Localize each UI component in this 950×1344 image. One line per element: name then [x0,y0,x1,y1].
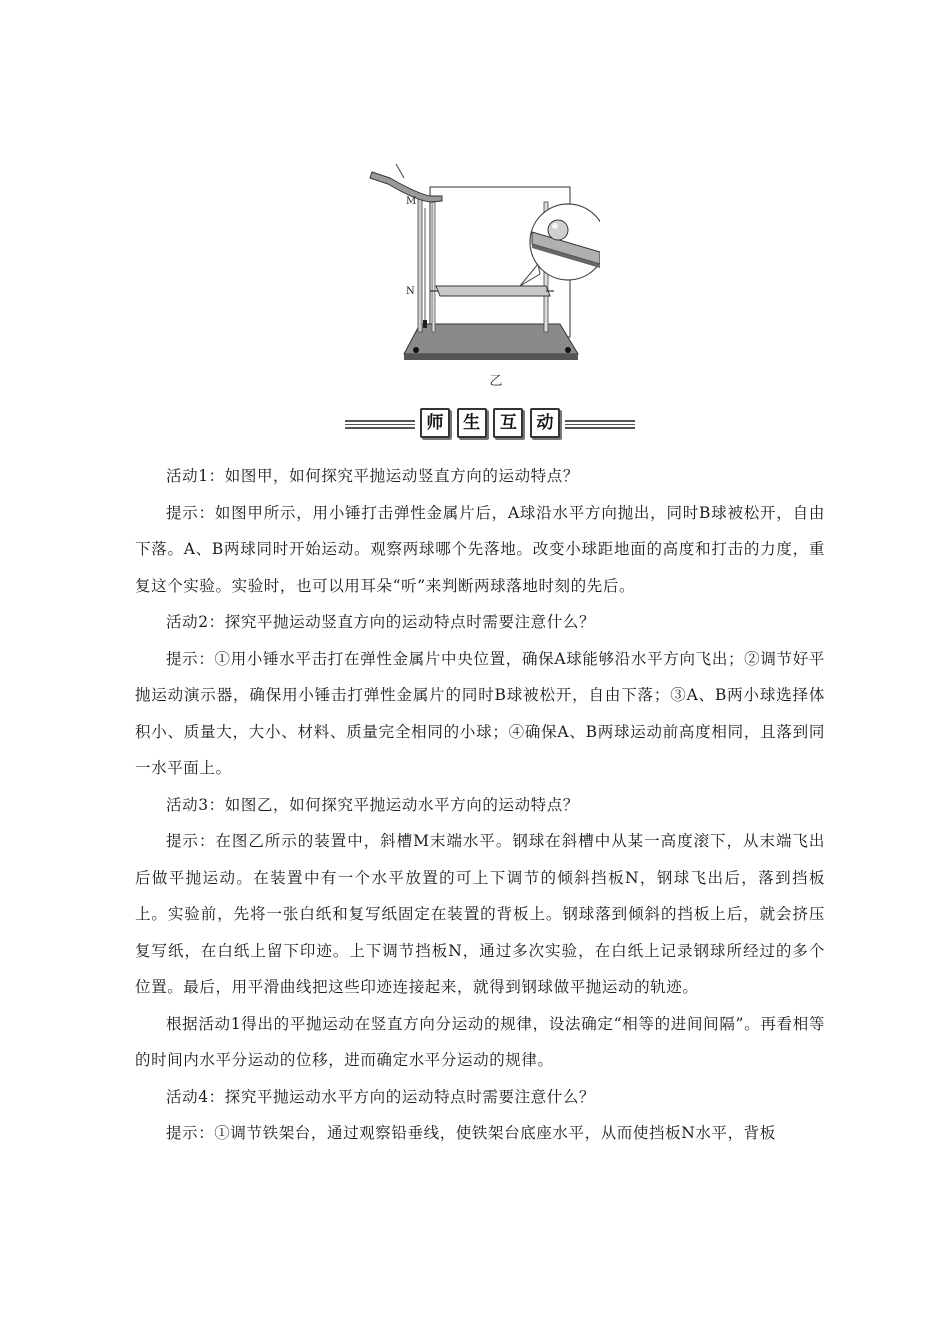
projectile-apparatus-diagram [360,152,600,388]
banner-title [420,408,560,438]
banner-rule-right [565,420,635,428]
steel-ball [548,220,568,240]
activity-3-question: 活动3：如图乙，如何探究平抛运动水平方向的运动特点？ [166,795,579,814]
left-post [418,197,422,332]
banner-char: 师 [420,408,450,438]
activity-4-hint: 提示：①调节铁架台，通过观察铅垂线，使铁架台底座水平，从而使挡板N水平，背板 [166,1124,776,1142]
activity-1-hint: 提示：如图甲所示，用小锤打击弹性金属片后，A球沿水平方向抛出，同时B球被松开，自由下落。A、B两球同时开始运动。观察两球哪个先落地。改变小球距地面的高度和打击的力度，重复这个实验。实验时，也可以用耳朵“听”来判断两球落地时刻的先后。 [135,503,825,595]
apparatus-figure [360,152,600,388]
body-text [135,458,825,1152]
activity-3-note: 根据活动1得出的平抛运动在竖直方向分运动的规律，设法确定“相等的进间间隔”。再看相等的时间内水平分运动的位移，进而确定水平分运动的规律。 [135,1014,825,1069]
base-plate [404,324,578,354]
activity-2-hint: 提示：①用小锤水平击打在弹性金属片中央位置，确保A球能够沿水平方向飞出；②调节好平抛运动演示器，确保用小锤击打弹性金属片的同时B球被松开，自由下落；③A、B两小球选择体积小、质量大，大小、材料、质量完全相同的小球；④确保A、B两球运动前高度相同，且落到同一水平面上。 [135,649,825,777]
banner-rule-left [345,420,415,428]
banner-char: 互 [493,408,523,438]
banner-char: 动 [530,408,560,438]
activity-2-question: 活动2：探究平抛运动竖直方向的运动特点时需要注意什么？ [166,613,596,631]
baffle-n [436,286,550,296]
banner-char: 生 [457,408,487,438]
activity-4-question: 活动4：探究平抛运动水平方向的运动特点时需要注意什么？ [166,1087,596,1106]
base-edge [404,354,578,360]
activity-1-question: 活动1：如图甲，如何探究平抛运动竖直方向的运动特点？ [166,467,579,485]
section-banner [340,404,640,444]
figure-caption: 乙 [489,374,503,389]
activity-3-hint: 提示：在图乙所示的装置中，斜槽M末端水平。钢球在斜槽中从某一高度滚下，从末端飞出后做平抛运动。在装置中有一个水平放置的可上下调节的倾斜挡板N，钢球飞出后，落到挡板上。实验前，先将一张白纸和复写纸固定在装置的背板上。钢球落到倾斜的挡板上后，就会挤压复写纸，在白纸上留下印迹。上下调节挡板N，通过多次实验，在白纸上记录钢球所经过的多个位置。最后，用平滑曲线把这些印迹连接起来，就得到钢球做平抛运动的轨迹。 [135,832,825,996]
label-m: M [406,196,417,207]
label-n: N [406,286,415,297]
